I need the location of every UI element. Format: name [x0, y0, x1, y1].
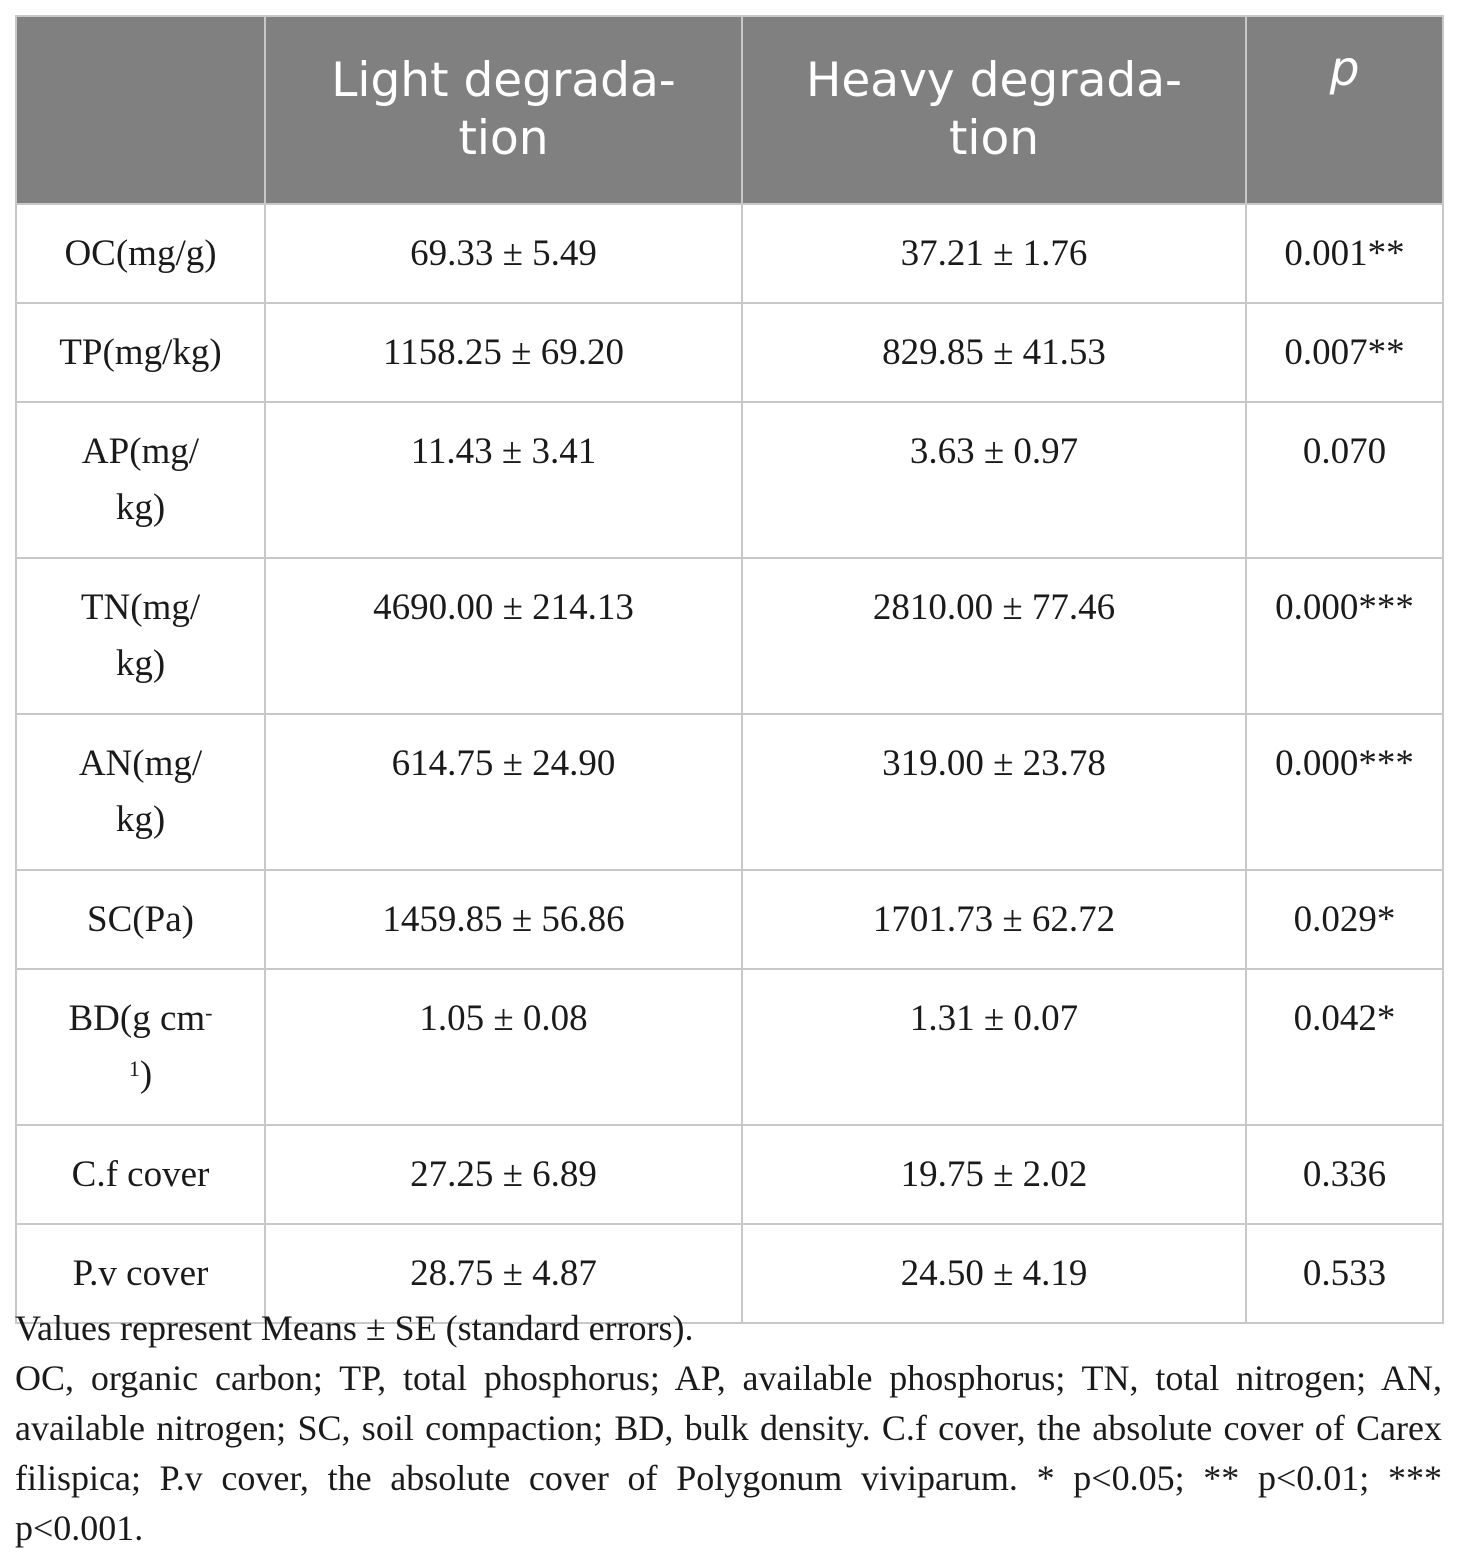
p-value: 0.042* — [1246, 969, 1443, 1125]
table-row — [16, 969, 1443, 1125]
heavy-degradation-value: 1701.73 ± 62.72 — [742, 870, 1246, 969]
row-label — [16, 1125, 265, 1224]
row-label-line: P.v cover — [72, 1253, 209, 1294]
header-light-degradation: Light degrada- tion — [265, 16, 742, 204]
heavy-degradation-value: 3.63 ± 0.97 — [742, 402, 1246, 558]
header-heavy-degradation: Heavy degrada- tion — [742, 16, 1246, 204]
row-label-line: kg) — [115, 487, 166, 528]
light-degradation-value: 4690.00 ± 214.13 — [265, 558, 742, 714]
row-label — [16, 714, 265, 870]
row-label — [16, 870, 265, 969]
p-value: 0.007** — [1246, 303, 1443, 402]
light-degradation-value: 27.25 ± 6.89 — [265, 1125, 742, 1224]
p-value: 0.001** — [1246, 204, 1443, 303]
heavy-degradation-value: 1.31 ± 0.07 — [742, 969, 1246, 1125]
heavy-degradation-value: 37.21 ± 1.76 — [742, 204, 1246, 303]
table-row — [16, 303, 1443, 402]
footnote-values: Values represent Means ± SE (standard errors). — [15, 1308, 694, 1348]
light-degradation-value: 1.05 ± 0.08 — [265, 969, 742, 1125]
table-row — [16, 714, 1443, 870]
light-degradation-value: 1459.85 ± 56.86 — [265, 870, 742, 969]
row-label — [16, 204, 265, 303]
row-label-line: TP(mg/kg) — [59, 332, 222, 373]
light-degradation-value: 28.75 ± 4.87 — [265, 1224, 742, 1323]
table-footnotes — [15, 1303, 1442, 1553]
row-label-line: OC(mg/g) — [64, 233, 217, 274]
p-value: 0.070 — [1246, 402, 1443, 558]
row-label-line: AN(mg/ — [78, 743, 203, 784]
p-value: 0.029* — [1246, 870, 1443, 969]
soil-properties-table — [15, 15, 1444, 1324]
table-row — [16, 402, 1443, 558]
row-label-line: TN(mg/ — [80, 587, 201, 628]
light-degradation-value: 69.33 ± 5.49 — [265, 204, 742, 303]
p-value: 0.336 — [1246, 1125, 1443, 1224]
row-label — [16, 558, 265, 714]
row-label-line: kg) — [115, 799, 166, 840]
data-table-container — [15, 15, 1442, 1324]
p-value: 0.000*** — [1246, 558, 1443, 714]
heavy-degradation-value: 829.85 ± 41.53 — [742, 303, 1246, 402]
row-label — [16, 402, 265, 558]
row-label-line: BD(g cm- — [68, 998, 213, 1039]
header-blank — [16, 16, 265, 204]
header-p-value: p — [1246, 16, 1443, 204]
row-label — [16, 969, 265, 1125]
table-body — [16, 204, 1443, 1323]
table-row — [16, 558, 1443, 714]
p-value: 0.533 — [1246, 1224, 1443, 1323]
light-degradation-value: 614.75 ± 24.90 — [265, 714, 742, 870]
heavy-degradation-value: 319.00 ± 23.78 — [742, 714, 1246, 870]
footnote-abbreviations: OC, organic carbon; TP, total phosphorus; AP, available phosphorus; TN, total nitrogen; AN, available nitrogen; SC, soil compaction; BD, bulk density. C.f cover, the absolute cover of Carex filispica; P.v cover, the absolute cover of Polygonum viviparum. * p<0.05; ** p<0.01; *** p<0.001. — [15, 1358, 1442, 1548]
table-row — [16, 204, 1443, 303]
row-label-line: AP(mg/ — [81, 431, 200, 472]
table-row — [16, 870, 1443, 969]
heavy-degradation-value: 24.50 ± 4.19 — [742, 1224, 1246, 1323]
p-value: 0.000*** — [1246, 714, 1443, 870]
row-label-line: kg) — [115, 643, 166, 684]
light-degradation-value: 11.43 ± 3.41 — [265, 402, 742, 558]
heavy-degradation-value: 2810.00 ± 77.46 — [742, 558, 1246, 714]
row-label-line: SC(Pa) — [87, 899, 194, 940]
table-header-row — [16, 16, 1443, 204]
light-degradation-value: 1158.25 ± 69.20 — [265, 303, 742, 402]
row-label — [16, 303, 265, 402]
table-row — [16, 1125, 1443, 1224]
row-label-line: $^1$) — [128, 1054, 153, 1095]
row-label-line: C.f cover — [71, 1154, 210, 1195]
heavy-degradation-value: 19.75 ± 2.02 — [742, 1125, 1246, 1224]
